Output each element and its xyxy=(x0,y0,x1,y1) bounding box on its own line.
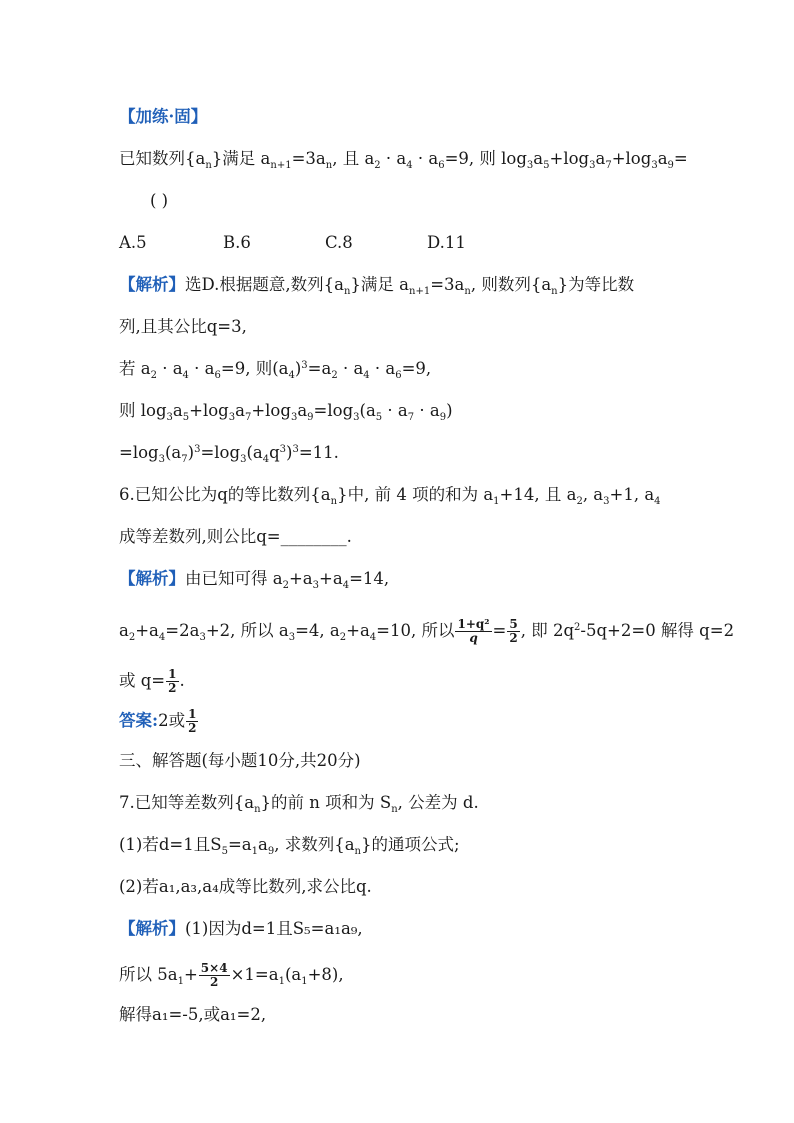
fraction-5-over-2: $\frac{5}{2}$ xyxy=(509,617,518,645)
fraction-half: $\frac{1}{2}$ xyxy=(168,667,177,695)
solution-label: 【解析】 xyxy=(119,569,185,588)
solution5-line5: $=\log_3(a_7)^3=\log_3(a_4q^3)^3=11$. xyxy=(119,443,339,465)
option-c: C.8 xyxy=(325,233,353,252)
solution6-line3: 或 q= $\frac{1}{2}$ . xyxy=(119,667,185,695)
fraction-half-answer: $\frac{1}{2}$ xyxy=(188,707,197,735)
option-d: D.11 xyxy=(427,233,466,252)
solution5-line2: 列,且其公比q=3, xyxy=(119,317,247,336)
solution5-line1: 【解析】选D.根据题意,数列$\{a_n\}$满足 $a_{n+1}=3a_n$, 则数列$\{a_n\}$为等比数 xyxy=(119,275,635,297)
option-b: B.6 xyxy=(223,233,251,252)
part-three-heading: 三、解答题(每小题10分,共20分) xyxy=(119,751,361,770)
solution5-line3: 若 $a_2 \cdot a_4 \cdot a_6=9$, 则$(a_4)^3=a_2 \cdot a_4 \cdot a_6=9$, xyxy=(119,359,432,381)
solution6-line1: 【解析】由已知可得 $a_2+a_3+a_4=14$, xyxy=(119,569,390,591)
section-title: 【加练·固】 xyxy=(119,107,208,126)
problem5-stem: 已知数列$\{a_n\}$满足 $a_{n+1}=3a_n$, 且 $a_2 \cdot a_4 \cdot a_6=9$, 则 $\log_3a_5+\log_3a_7+\log_3a_9=$ xyxy=(119,149,688,171)
solution7-line3: 解得a₁=-5,或a₁=2, xyxy=(119,1005,267,1024)
solution7-line2: 所以 $5a_1+$ $\frac{5\times 4}{2}$ $\times 1=a_1(a_1+8)$, xyxy=(119,961,344,989)
fraction-1-plus-q2-over-q: $\frac{\text{1+q²}}{q}$ xyxy=(457,617,490,645)
solution-label: 【解析】 xyxy=(119,919,185,938)
option-a: A.5 xyxy=(119,233,147,252)
problem7-line1: 7.已知等差数列$\{a_n\}$的前 n 项和为 $S_n$, 公差为 d. xyxy=(119,793,479,815)
problem7-question2: (2)若a₁,a₃,a₄成等比数列,求公比q. xyxy=(119,877,372,896)
solution5-line4: 则 $\log_3a_5+\log_3a_7+\log_3a_9=\log_3(a_5 \cdot a_7 \cdot a_9)$ xyxy=(119,401,453,423)
solution-label: 【解析】 xyxy=(119,275,185,294)
solution6-line2: $a_2+a_4=2a_3+2$, 所以 $a_3=4$, $a_2+a_4=10$, 所以 $\frac{\text{1+q²}}{q}$ = $\frac{5}{2}$ , 即 $2q^2-5q+2=0$ 解得 q=2 xyxy=(119,617,735,645)
problem7-question1: (1)若d=1且$S_5=a_1a_9$, 求数列$\{a_n\}$的通项公式; xyxy=(119,835,460,857)
solution6-answer: 答案:2或 $\frac{1}{2}$ xyxy=(119,707,197,735)
problem6-line1: 6.已知公比为q的等比数列$\{a_n\}$中, 前 4 项的和为 $a_1+14$, 且 $a_2$, $a_3+1$, $a_4$ xyxy=(119,485,661,507)
problem6-line2: 成等差数列,则公比q=________. xyxy=(119,527,352,546)
problem5-blank: ( ) xyxy=(150,191,169,210)
solution7-line1: 【解析】(1)因为d=1且S₅=a₁a₉, xyxy=(119,919,363,938)
fraction-5x4-over-2: $\frac{5\times 4}{2}$ xyxy=(200,961,228,989)
